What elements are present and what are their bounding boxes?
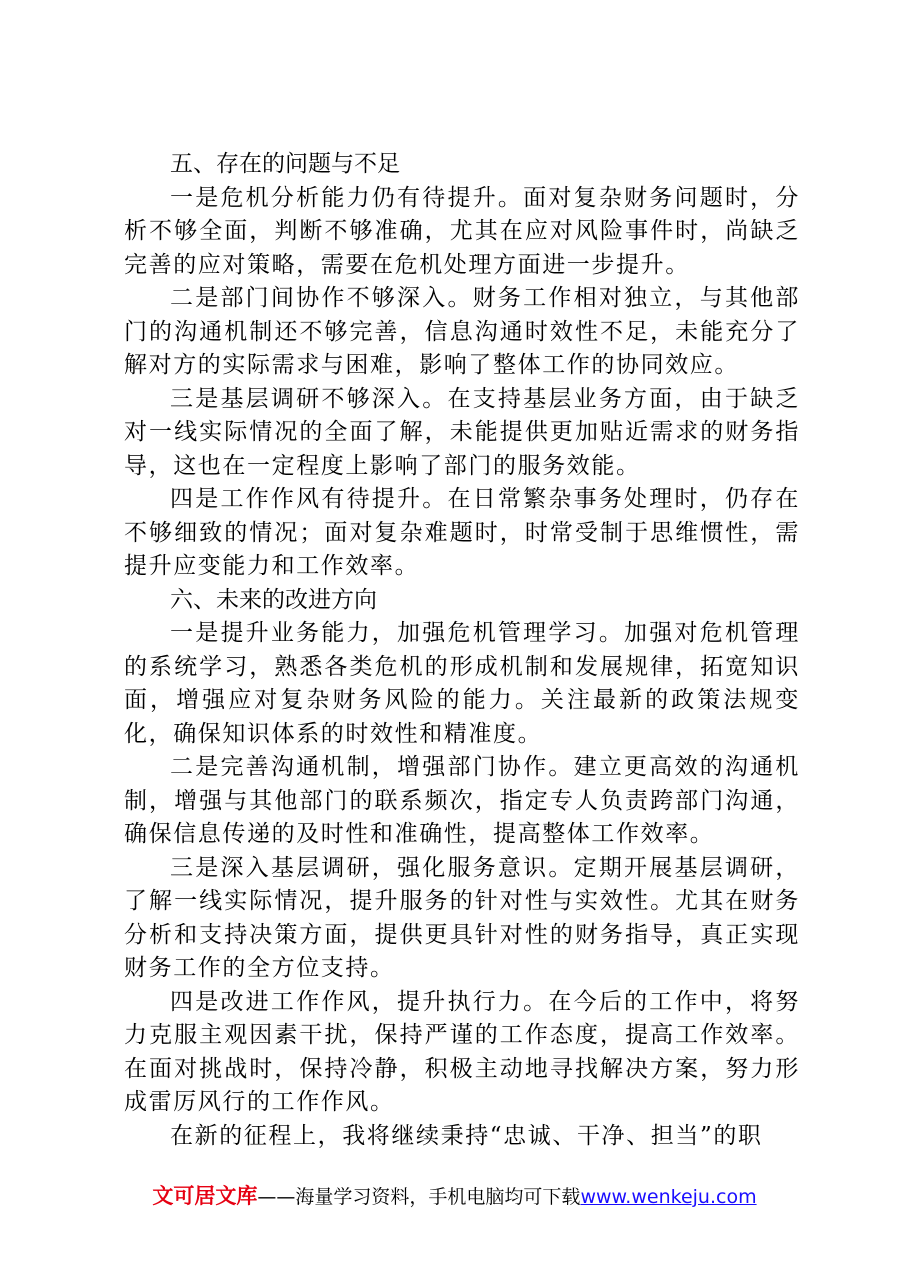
paragraph: 二是完善沟通机制，增强部门协作。建立更高效的沟通机制，增强与其他部门的联系频次，指定专人负责跨部门沟通，确保信息传递的及时性和准确性，提高整体工作效率。 [124, 754, 800, 847]
document-body [124, 148, 800, 1153]
section-heading-problems: 五、存在的问题与不足 [170, 151, 400, 177]
paragraph: 三是基层调研不够深入。在支持基层业务方面，由于缺乏对一线实际情况的全面了解，未能提供更加贴近需求的财务指导，这也在一定程度上影响了部门的服务效能。 [124, 385, 800, 479]
footer-brand: 文可居文库 [152, 1184, 258, 1208]
paragraph: 四是工作作风有待提升。在日常繁杂事务处理时，仍存在不够细致的情况；面对复杂难题时，时常受制于思维惯性，需提升应变能力和工作效率。 [124, 486, 800, 579]
section-heading-improvements: 六、未来的改进方向 [170, 586, 377, 613]
paragraph: 四是改进工作作风，提升执行力。在今后的工作中，将努力克服主观因素干扰，保持严谨的工作态度，提高工作效率。在面对挑战时，保持冷静，积极主动地寻找解决方案，努力形成雷厉风行的工作作风。 [124, 988, 800, 1115]
paragraph: 二是部门间协作不够深入。财务工作相对独立，与其他部门的沟通机制还不够完善，信息沟通时效性不足，未能充分了解对方的实际需求与困难，影响了整体工作的协同效应。 [124, 285, 800, 378]
paragraph: 一是提升业务能力，加强危机管理学习。加强对危机管理的系统学习，熟悉各类危机的形成机制和发展规律，拓宽知识面，增强应对复杂财务风险的能力。关注最新的政策法规变化，确保知识体系的时效性和精准度。 [124, 620, 800, 747]
footer-website-link[interactable]: www.wenkeju.com [580, 1186, 757, 1208]
footer-description: ——海量学习资料，手机电脑均可下载 [257, 1186, 581, 1208]
paragraph: 一是危机分析能力仍有待提升。面对复杂财务问题时，分析不够全面，判断不够准确，尤其在应对风险事件时，尚缺乏完善的应对策略，需要在危机处理方面进一步提升。 [124, 184, 800, 278]
paragraph: 三是深入基层调研，强化服务意识。定期开展基层调研，了解一线实际情况，提升服务的针对性与实效性。尤其在财务分析和支持决策方面，提供更具针对性的财务指导，真正实现财务工作的全方位支持。 [124, 854, 800, 981]
paragraph: 在新的征程上，我将继续秉持“忠诚、干净、担当”的职 [170, 1122, 763, 1149]
footer-banner [0, 1182, 909, 1211]
